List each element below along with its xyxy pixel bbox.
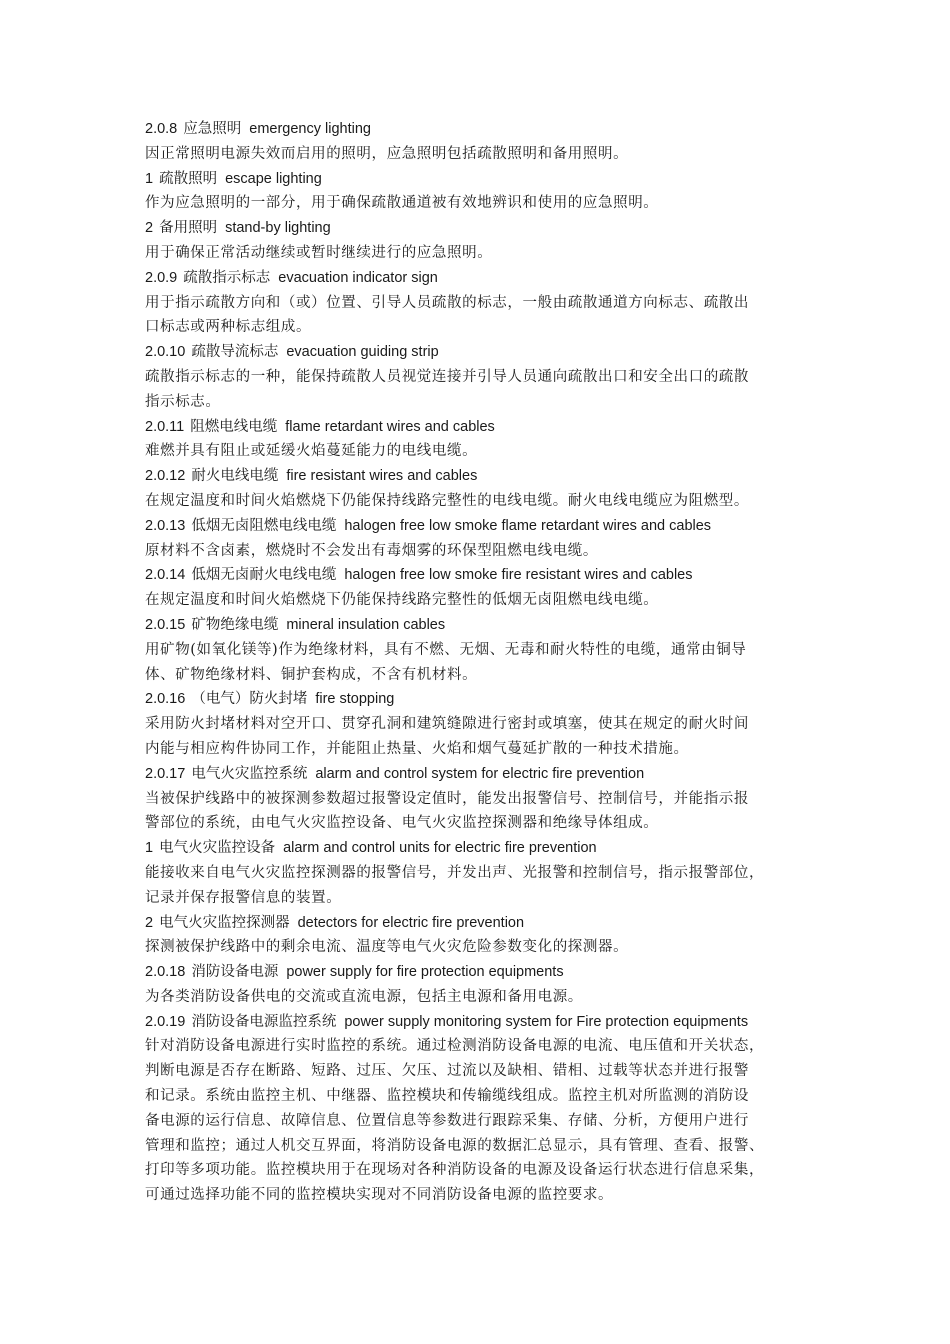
term-chinese: 电气火灾监控探测器 (159, 914, 290, 931)
term-heading (145, 514, 825, 539)
definition-line: 可通过选择功能不同的监控模块实现对不同消防设备电源的监控要求。 (145, 1187, 614, 1204)
definition-line: 警部位的系统，由电气火灾监控设备、电气火灾监控探测器和绝缘导体组成。 (145, 815, 659, 832)
definition-line: 记录并保存报警信息的装置。 (145, 889, 342, 906)
definition-line: 疏散指示标志的一种，能保持疏散人员视觉连接并引导人员通向疏散出口和安全出口的疏散 (145, 368, 749, 385)
term-number: 2.0.8 (145, 121, 178, 137)
term-english: halogen free low smoke fire resistant wires and cables (344, 567, 693, 584)
term-number: 1 (145, 840, 154, 857)
term-number: 2.0.9 (145, 269, 178, 286)
definition-line: 针对消防设备电源进行实时监控的系统。通过检测消防设备电源的电流、电压值和开关状态， (145, 1038, 765, 1055)
term-entry (145, 960, 825, 1010)
term-heading (145, 340, 825, 365)
definition-line: 因正常照明电源失效而启用的照明，应急照明包括疏散照明和备用照明。 (145, 145, 629, 162)
term-english: stand-by lighting (225, 220, 331, 237)
term-chinese: 耐火电线电缆 (191, 468, 279, 485)
term-english: halogen free low smoke flame retardant wires and cables (344, 517, 712, 534)
definition-line: 难燃并具有阻止或延缓火焰蔓延能力的电线电缆。 (145, 443, 478, 460)
definition-line: 采用防火封堵材料对空开口、贯穿孔洞和建筑缝隙进行密封或填塞，使其在规定的耐火时间 (145, 716, 749, 733)
term-heading (145, 464, 825, 489)
term-entry (145, 687, 825, 761)
term-chinese: 低烟无卤阻燃电线电缆 (191, 517, 337, 534)
term-entry (145, 167, 825, 217)
term-chinese: （电气）防火封堵 (191, 691, 308, 708)
term-english: emergency lighting (249, 121, 371, 137)
term-english: detectors for electric fire prevention (297, 914, 525, 931)
definition-line: 在规定温度和时间火焰燃烧下仍能保持线路完整性的电线电缆。耐火电线电缆应为阻燃型。 (145, 492, 749, 509)
definition-line: 口标志或两种标志组成。 (145, 319, 312, 336)
term-english: escape lighting (225, 170, 322, 187)
term-number: 2.0.11 (145, 418, 185, 435)
term-entry (145, 762, 825, 836)
term-chinese: 电气火灾监控设备 (159, 840, 276, 857)
term-chinese: 阻燃电线电缆 (190, 418, 278, 435)
term-heading (145, 266, 825, 291)
term-english: mineral insulation cables (286, 616, 446, 633)
definition-line: 内能与相应构件协同工作，并能阻止热量、火焰和烟气蔓延扩散的一种技术措施。 (145, 740, 689, 757)
term-chinese: 消防设备电源 (191, 964, 279, 981)
term-entry (145, 216, 825, 266)
term-chinese: 矿物绝缘电缆 (191, 616, 279, 633)
term-english: power supply for fire protection equipments (286, 964, 564, 981)
definition-line: 和记录。系统由监控主机、中继器、监控模块和传输缆线组成。监控主机对所监测的消防设 (145, 1088, 749, 1105)
definition-line: 原材料不含卤素，燃烧时不会发出有毒烟雾的环保型阻燃电线电缆。 (145, 542, 598, 559)
term-chinese: 疏散指示标志 (183, 269, 271, 286)
term-heading (145, 836, 825, 861)
term-heading (145, 167, 825, 192)
term-entry (145, 514, 825, 564)
term-chinese: 疏散导流标志 (191, 344, 279, 361)
term-english: power supply monitoring system for Fire protection equipments (344, 1013, 749, 1030)
term-chinese: 疏散照明 (159, 170, 218, 187)
term-heading (145, 415, 825, 440)
term-number: 2.0.15 (145, 616, 186, 633)
term-number: 2.0.19 (145, 1013, 186, 1030)
term-heading (145, 911, 825, 936)
term-number: 2 (145, 220, 154, 237)
term-entry (145, 563, 825, 613)
term-number: 2.0.10 (145, 344, 186, 361)
term-entry (145, 613, 825, 687)
term-entry (145, 266, 825, 340)
term-number: 2.0.18 (145, 964, 186, 981)
term-heading (145, 762, 825, 787)
term-number: 2 (145, 914, 154, 931)
term-heading (145, 960, 825, 985)
term-heading (145, 613, 825, 638)
term-entry (145, 340, 825, 414)
term-entry (145, 464, 825, 514)
definition-line: 作为应急照明的一部分，用于确保疏散通道被有效地辨识和使用的应急照明。 (145, 195, 659, 212)
term-english: alarm and control units for electric fire prevention (283, 840, 597, 857)
definition-line: 用于确保正常活动继续或暂时继续进行的应急照明。 (145, 244, 493, 261)
definition-line: 判断电源是否存在断路、短路、过压、欠压、过流以及缺相、错相、过载等状态并进行报警 (145, 1063, 749, 1080)
term-number: 2.0.12 (145, 468, 186, 485)
term-english: fire resistant wires and cables (286, 468, 478, 485)
definition-line: 指示标志。 (145, 393, 221, 410)
term-entry (145, 1010, 825, 1208)
term-english: evacuation guiding strip (286, 344, 439, 361)
definition-line: 探测被保护线路中的剩余电流、温度等电气火灾危险参数变化的探测器。 (145, 939, 629, 956)
term-heading (145, 563, 825, 588)
term-heading (145, 1010, 825, 1035)
term-english: fire stopping (315, 691, 395, 708)
term-heading (145, 117, 825, 142)
definition-line: 在规定温度和时间火焰燃烧下仍能保持线路完整性的低烟无卤阻燃电线电缆。 (145, 592, 659, 609)
term-chinese: 电气火灾监控系统 (191, 765, 308, 782)
term-number: 2.0.14 (145, 567, 186, 584)
definition-line: 打印等多项功能。监控模块用于在现场对各种消防设备的电源及设备运行状态进行信息采集， (145, 1162, 765, 1179)
document-page (145, 117, 825, 1208)
term-chinese: 应急照明 (183, 121, 242, 137)
term-entry (145, 836, 825, 910)
term-number: 1 (145, 170, 154, 187)
definition-line: 能接收来自电气火灾监控探测器的报警信号，并发出声、光报警和控制信号，指示报警部位， (145, 864, 765, 881)
definition-line: 当被保护线路中的被探测参数超过报警设定值时，能发出报警信号、控制信号，并能指示报 (145, 790, 749, 807)
term-chinese: 低烟无卤耐火电线电缆 (191, 567, 337, 584)
term-chinese: 备用照明 (159, 220, 218, 237)
term-chinese: 消防设备电源监控系统 (191, 1013, 337, 1030)
definition-line: 用于指示疏散方向和（或）位置、引导人员疏散的标志，一般由疏散通道方向标志、疏散出 (145, 294, 749, 311)
term-entry (145, 415, 825, 465)
definition-line: 用矿物(如氧化镁等)作为绝缘材料，具有不燃、无烟、无毒和耐火特性的电缆，通常由铜导 (145, 641, 747, 658)
term-heading (145, 216, 825, 241)
term-heading (145, 687, 825, 712)
term-entry (145, 117, 825, 167)
term-entry (145, 911, 825, 961)
term-number: 2.0.16 (145, 691, 186, 708)
term-english: alarm and control system for electric fire prevention (315, 765, 645, 782)
term-number: 2.0.13 (145, 517, 186, 534)
term-number: 2.0.17 (145, 765, 186, 782)
definition-line: 为各类消防设备供电的交流或直流电源，包括主电源和备用电源。 (145, 988, 583, 1005)
definition-line: 备电源的运行信息、故障信息、位置信息等参数进行跟踪采集、存储、分析，方便用户进行 (145, 1112, 749, 1129)
term-english: evacuation indicator sign (278, 269, 438, 286)
term-english: flame retardant wires and cables (285, 418, 495, 435)
definition-line: 管理和监控；通过人机交互界面，将消防设备电源的数据汇总显示，具有管理、查看、报警、 (145, 1137, 765, 1154)
definition-line: 体、矿物绝缘材料、铜护套构成，不含有机材料。 (145, 666, 478, 683)
